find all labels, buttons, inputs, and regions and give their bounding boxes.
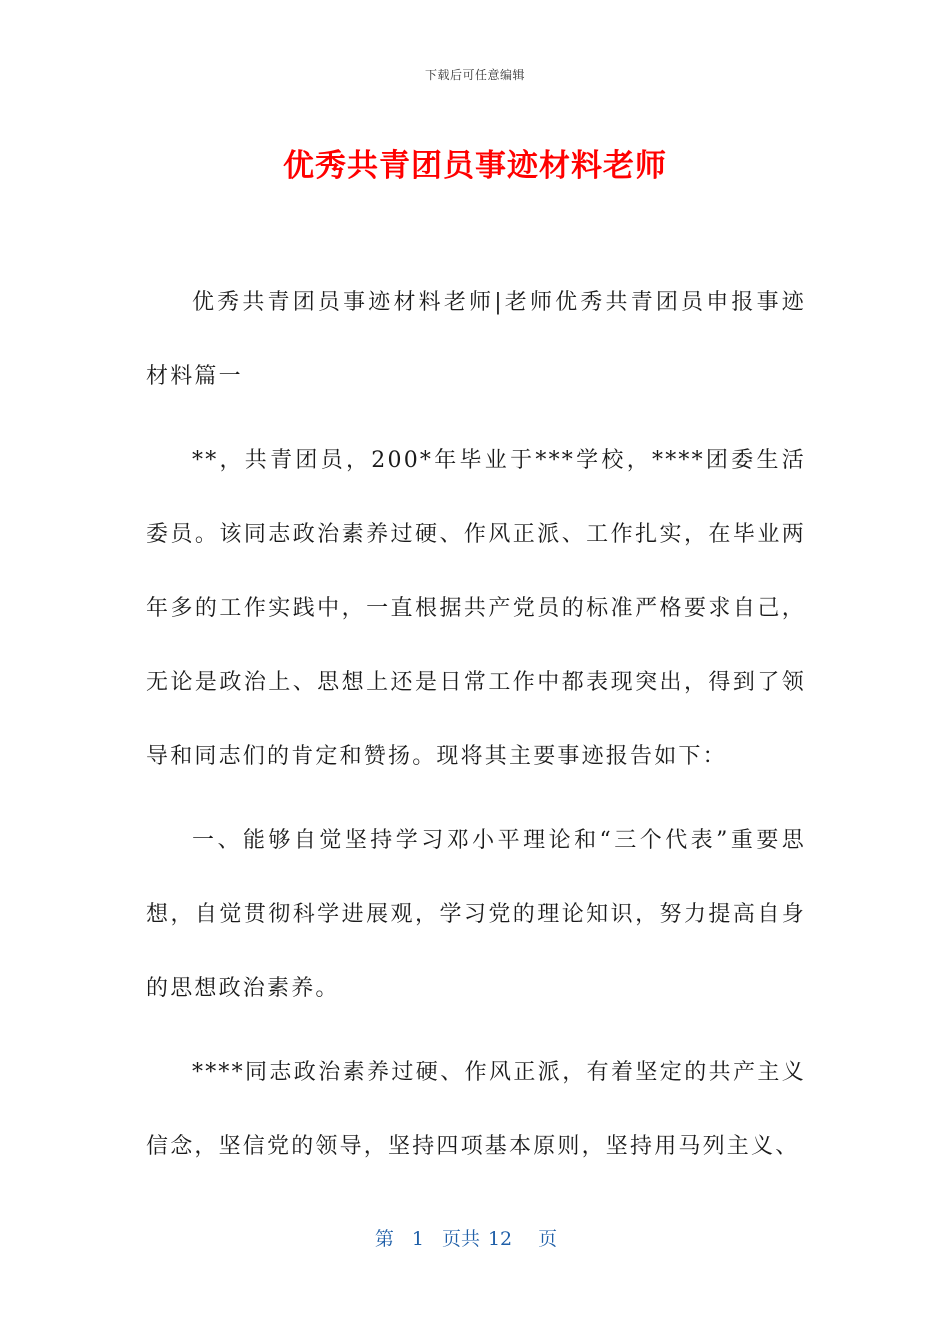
- document-body: [146, 266, 806, 1194]
- page-prefix: 第: [374, 1228, 394, 1250]
- paragraph: 优秀共青团员事迹材料老师|老师优秀共青团员申报事迹材料篇一: [146, 290, 806, 389]
- paragraph: 一、能够自觉坚持学习邓小平理论和“三个代表”重要思想，自觉贯彻科学进展观，学习党的理论知识，努力提高自身的思想政治素养。: [146, 828, 806, 1001]
- total-pages-number: 12: [487, 1228, 513, 1250]
- header-note: 下载后可任意编辑: [424, 68, 525, 82]
- document-title: 优秀共青团员事迹材料老师: [283, 148, 667, 184]
- paragraph: **，共青团员，200*年毕业于***学校，****团委生活委员。该同志政治素养过硬、作风正派、工作扎实，在毕业两年多的工作实践中，一直根据共产党员的标准严格要求自己，无论是政治上、思想上还是日常工作中都表现突出，得到了领导和同志们的肯定和赞扬。现将其主要事迹报告如下：: [146, 448, 806, 769]
- page-suffix: 页: [538, 1228, 558, 1250]
- current-page-number: 1: [411, 1228, 424, 1250]
- page-footer: [0, 1224, 950, 1251]
- page-mid: 页共: [441, 1228, 480, 1250]
- paragraph: ****同志政治素养过硬、作风正派，有着坚定的共产主义信念，坚信党的领导，坚持四项基本原则，坚持用马列主义、: [146, 1060, 806, 1159]
